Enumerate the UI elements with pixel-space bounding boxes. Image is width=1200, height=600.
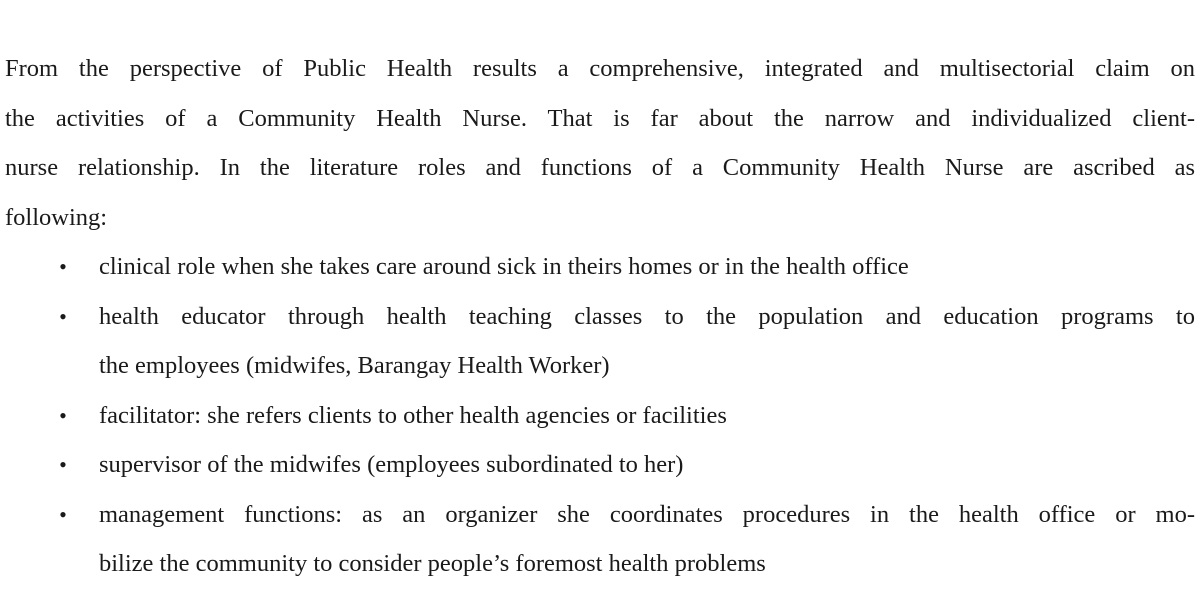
document-body xyxy=(5,44,1195,589)
list-item-line: health educator through health teaching classes to the population and education programs to xyxy=(99,302,1195,330)
intro-line: following: xyxy=(5,203,108,231)
bullet-icon: • xyxy=(59,402,67,428)
intro-line: From the perspective of Public Health results a comprehensive, integrated and multisectorial claim on xyxy=(5,55,1195,82)
bullet-icon: • xyxy=(59,501,67,527)
bullet-icon: • xyxy=(59,303,67,329)
intro-line: nurse relationship. In the literature roles and functions of a Community Health Nurse are ascribed as xyxy=(5,154,1195,181)
list-item-line: facilitator: she refers clients to other health agencies or facilities xyxy=(99,401,727,429)
list-item-line: bilize the community to consider people’s foremost health problems xyxy=(99,550,766,577)
list-item-clinical-role xyxy=(5,242,1195,292)
intro-line: the activities of a Community Health Nurse. That is far about the narrow and individualized client- xyxy=(5,104,1195,132)
roles-list xyxy=(5,242,1195,589)
list-item-line: management functions: as an organizer she coordinates procedures in the health office or mo- xyxy=(99,500,1195,528)
list-item-line: the employees (midwifes, Barangay Health Worker) xyxy=(99,352,610,379)
bullet-icon: • xyxy=(59,452,67,477)
list-item-line: supervisor of the midwifes (employees subordinated to her) xyxy=(99,451,684,478)
list-item-management-functions xyxy=(5,490,1195,589)
list-item-health-educator xyxy=(5,292,1195,391)
list-item-supervisor xyxy=(5,440,1195,490)
intro-paragraph xyxy=(5,44,1195,242)
list-item-line: clinical role when she takes care around sick in theirs homes or in the health office xyxy=(99,253,909,280)
bullet-icon: • xyxy=(59,254,67,279)
list-item-facilitator xyxy=(5,391,1195,441)
